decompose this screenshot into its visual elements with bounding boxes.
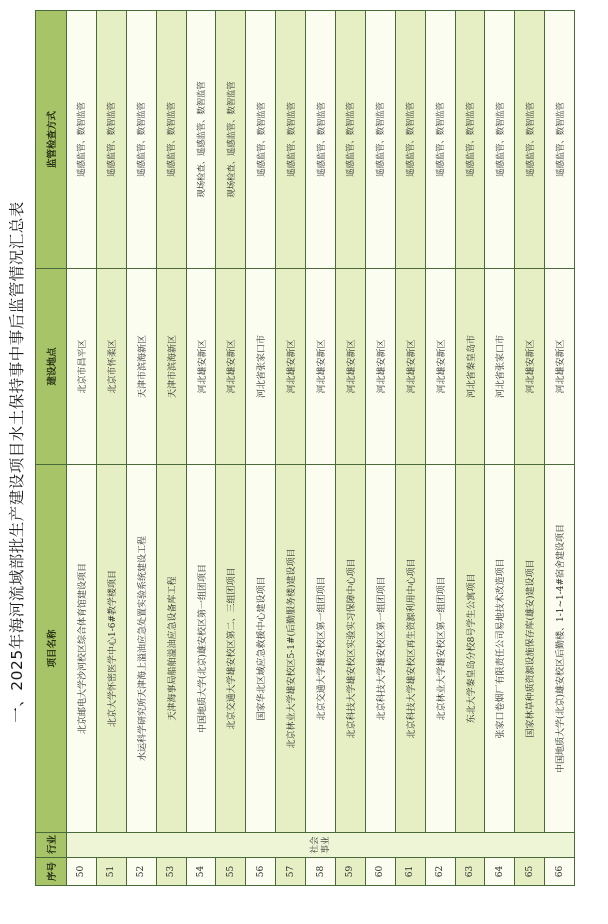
cell-location: 北京市怀柔区 — [96, 269, 126, 465]
cell-seq: 58 — [306, 858, 336, 886]
cell-method: 遥感监管、数智监管 — [395, 11, 425, 269]
table-row — [126, 11, 156, 886]
table-row — [186, 11, 216, 886]
cell-method: 现场检查、遥感监管、数智监管 — [186, 11, 216, 269]
cell-method: 遥感监管、数智监管 — [156, 11, 186, 269]
cell-seq: 51 — [96, 858, 126, 886]
table-body — [67, 11, 575, 886]
cell-project-name: 东北大学秦皇岛分校8号学生公寓项目 — [455, 465, 485, 833]
cell-project-name: 张家口卷烟厂有限责任公司易地技术改造项目 — [485, 465, 515, 833]
cell-method: 遥感监管、数智监管 — [485, 11, 515, 269]
table-row — [425, 11, 455, 886]
cell-project-name: 北京交通大学雄安校区第一组团项目 — [306, 465, 336, 833]
table-header-row — [36, 11, 67, 886]
table-row — [96, 11, 126, 886]
cell-seq: 62 — [425, 858, 455, 886]
cell-method: 现场检查、遥感监管、数智监管 — [216, 11, 246, 269]
cell-method: 遥感监管、数智监管 — [455, 11, 485, 269]
cell-seq: 53 — [156, 858, 186, 886]
cell-method: 遥感监管、数智监管 — [276, 11, 306, 269]
cell-seq: 65 — [515, 858, 545, 886]
cell-location: 河北雄安新区 — [276, 269, 306, 465]
cell-seq: 50 — [67, 858, 97, 886]
page-title: 一、2025年海河流域部批生产建设项目水土保持事中事后监管情况汇总表 — [8, 201, 26, 723]
cell-location: 北京市昌平区 — [67, 269, 97, 465]
cell-seq: 55 — [216, 858, 246, 886]
table-row — [485, 11, 515, 886]
cell-project-name: 水运科学研究所天津海上溢油应急处置实验系统建设工程 — [126, 465, 156, 833]
cell-location: 河北雄安新区 — [336, 269, 366, 465]
table-row — [515, 11, 545, 886]
cell-location: 天津市滨海新区 — [156, 269, 186, 465]
cell-method: 遥感监管、数智监管 — [67, 11, 97, 269]
cell-seq: 63 — [455, 858, 485, 886]
cell-method: 遥感监管、数智监管 — [336, 11, 366, 269]
cell-seq: 54 — [186, 858, 216, 886]
cell-location: 河北省张家口市 — [246, 269, 276, 465]
cell-method: 遥感监管、数智监管 — [425, 11, 455, 269]
header-location: 建设地点 — [36, 269, 67, 465]
cell-project-name: 中国地质大学(北京)雄安校区后勤楼、1-1~1-4#宿舍建设项目 — [545, 465, 575, 833]
cell-method: 遥感监管、数智监管 — [306, 11, 336, 269]
cell-method: 遥感监管、数智监管 — [545, 11, 575, 269]
cell-method: 遥感监管、数智监管 — [96, 11, 126, 269]
cell-project-name: 北京科技大学雄安校区实验实习保障中心项目 — [336, 465, 366, 833]
cell-seq: 57 — [276, 858, 306, 886]
cell-industry: 社会 事业 — [67, 833, 575, 858]
table-row — [306, 11, 336, 886]
cell-project-name: 北京大学怀密医学中心1-6#教学楼项目 — [96, 465, 126, 833]
header-seq: 序号 — [36, 858, 67, 886]
table-row — [246, 11, 276, 886]
cell-project-name: 天津海事局船舶溢油应急设备库工程 — [156, 465, 186, 833]
cell-location: 河北雄安新区 — [216, 269, 246, 465]
cell-project-name: 北京科技大学雄安校区第一组团项目 — [365, 465, 395, 833]
cell-seq: 61 — [395, 858, 425, 886]
cell-location: 天津市滨海新区 — [126, 269, 156, 465]
cell-method: 遥感监管、数智监管 — [515, 11, 545, 269]
table-row — [156, 11, 186, 886]
header-name: 项目名称 — [36, 465, 67, 833]
table-row — [545, 11, 575, 886]
cell-location: 河北雄安新区 — [545, 269, 575, 465]
cell-seq: 60 — [365, 858, 395, 886]
cell-location: 河北雄安新区 — [425, 269, 455, 465]
cell-location: 河北省秦皇岛市 — [455, 269, 485, 465]
cell-seq: 59 — [336, 858, 366, 886]
cell-location: 河北雄安新区 — [395, 269, 425, 465]
header-method: 监管检查方式 — [36, 11, 67, 269]
cell-project-name: 北京邮电大学沙河校区综合体育馆建设项目 — [67, 465, 97, 833]
cell-location: 河北雄安新区 — [365, 269, 395, 465]
table-row — [276, 11, 306, 886]
table-row — [395, 11, 425, 886]
cell-seq: 52 — [126, 858, 156, 886]
table-row — [455, 11, 485, 886]
cell-location: 河北雄安新区 — [515, 269, 545, 465]
cell-seq: 66 — [545, 858, 575, 886]
cell-location: 河北雄安新区 — [306, 269, 336, 465]
cell-project-name: 北京科技大学雄安校区再生资源利用中心项目 — [395, 465, 425, 833]
cell-method: 遥感监管、数智监管 — [126, 11, 156, 269]
cell-project-name: 中国地质大学(北京)雄安校区第一组团项目 — [186, 465, 216, 833]
header-industry: 行业 — [36, 833, 67, 858]
cell-location: 河北省张家口市 — [485, 269, 515, 465]
cell-seq: 56 — [246, 858, 276, 886]
cell-project-name: 国家林草种质资源设施保存库(雄安)建设项目 — [515, 465, 545, 833]
cell-seq: 64 — [485, 858, 515, 886]
table-row — [365, 11, 395, 886]
table-row — [67, 11, 97, 886]
cell-method: 遥感监管、数智监管 — [246, 11, 276, 269]
table-row — [336, 11, 366, 886]
cell-project-name: 北京林业大学雄安校区第一组团项目 — [425, 465, 455, 833]
cell-location: 河北雄安新区 — [186, 269, 216, 465]
cell-project-name: 北京林业大学雄安校区5-1#(后勤服务楼)建设项目 — [276, 465, 306, 833]
cell-method: 遥感监管、数智监管 — [365, 11, 395, 269]
supervision-table — [35, 10, 575, 886]
cell-project-name: 北京交通大学雄安校区第二、三组团项目 — [216, 465, 246, 833]
cell-project-name: 国家华北区域应急救援中心建设项目 — [246, 465, 276, 833]
table-row — [216, 11, 246, 886]
